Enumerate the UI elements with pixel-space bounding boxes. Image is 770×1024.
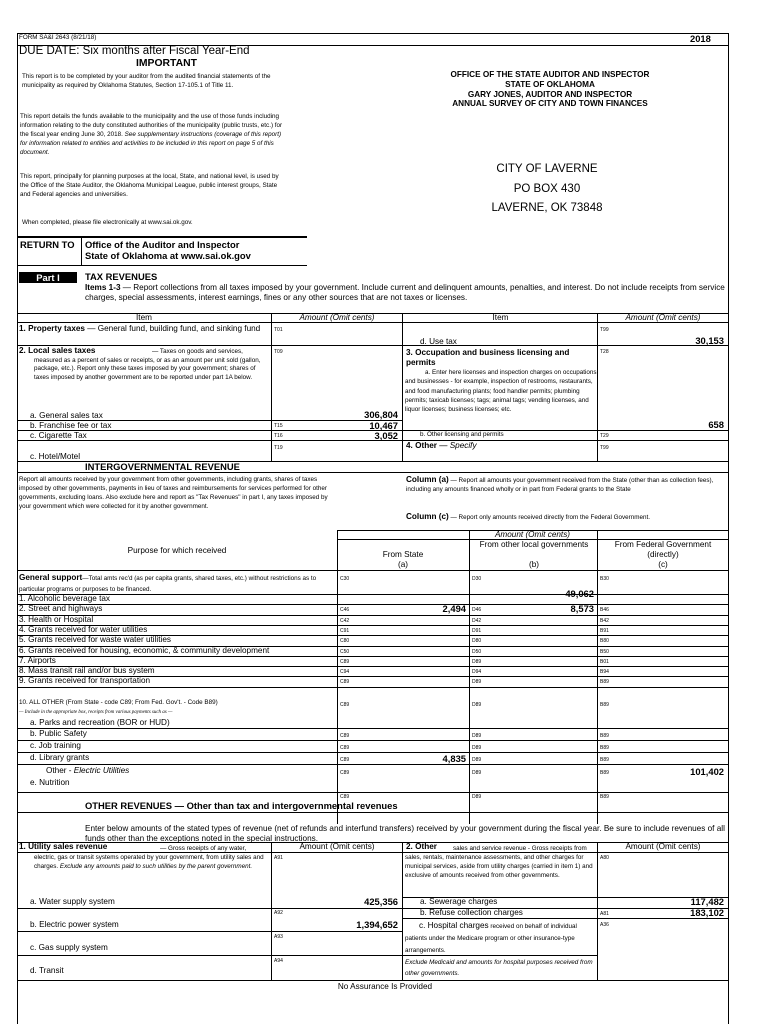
library-grants-local-value: 4,835 [442,753,466,764]
igr-code-b: D50 [472,648,482,655]
column-a-marker: (a) [397,560,408,569]
general-support-label: General support—Total amts rec'd (as per capita grants, shared taxes, etc.) without restrictions as to particular programs or purposes to be financed. [19,573,317,593]
igr-row-label: 1. Alcoholic beverage tax [19,594,111,603]
use-tax-label: d. Use tax [420,337,457,346]
igr-code-a: C80 [340,638,350,645]
return-to-label: RETURN TO [20,239,75,250]
code-a92: A92 [274,910,283,916]
igr-row-label: 5. Grants received for waste water utilities [19,635,171,645]
electric-utilities-federal-value: 101,402 [690,766,724,777]
other-tax-label: 4. Other — Specify [406,441,477,450]
igr-value-a: 2,494 [442,603,466,615]
code-b89-all-other: B89 [600,702,609,708]
other-sales-title: 2. Other [406,842,437,851]
use-tax-value: 30,153 [695,335,724,346]
important-heading: IMPORTANT [136,58,197,69]
igr-code-c: B94 [600,669,609,676]
electric-power-label: b. Electric power system [30,920,119,929]
all-other-label: 10. ALL OTHER (From State - code C89; From Fed. Gov't. - Code B89) [19,699,218,706]
hospital-exclusion-note: Exclude Medicaid and amounts for hospital purposes received from other governments. [405,959,593,977]
form-year: 2018 [690,33,711,44]
item-column-header-right: Item [492,313,509,322]
gas-supply-label: c. Gas supply system [30,943,108,952]
from-federal-header: From Federal Government (directly) [614,540,712,559]
job-training-label: c. Job training [30,741,81,750]
code-t09: T09 [274,349,283,355]
column-c-marker: (c) [658,560,668,569]
intergovernmental-title: INTERGOVERNMENTAL REVENUE [85,461,240,472]
code-b30: B30 [600,576,609,582]
refuse-value: 183,102 [690,907,724,918]
due-date: DUE DATE: Six months after Fiscal Year-End [19,45,250,57]
column-b-marker: (b) [528,560,539,569]
igr-code-b: D94 [472,669,482,676]
utility-amount-header: Amount (Omit cents) [299,842,375,851]
code-a80: A80 [600,855,609,861]
code-a94: A94 [274,958,283,964]
code-t99-other: T99 [600,445,609,451]
transit-label: d. Transit [30,966,64,975]
igr-row-label: 9. Grants received for transportation [19,676,151,686]
igr-code-c: B91 [600,627,609,634]
franchise-fee-value: 10,467 [369,420,398,431]
igr-row-label: 2. Street and highways [19,604,103,614]
nutrition-label: e. Nutrition [30,778,70,787]
from-state-header: From State [382,550,424,559]
igr-code-c: B80 [600,638,609,645]
other-electric-utilities-label: Other - Electric Utilities [46,766,130,775]
utility-sales-title: 1. Utility sales revenue [19,842,108,851]
electric-power-value: 1,394,652 [356,919,398,930]
igr-value-b: 8,573 [570,603,594,615]
po-box: PO BOX 430 [513,183,581,195]
refuse-label: b. Refuse collection charges [420,908,523,917]
igr-row-label: 8. Mass transit rail and/or bus system [19,666,155,676]
code-t28: T28 [600,349,609,355]
return-address-2: State of Oklahoma at www.sai.ok.gov [85,250,251,261]
igr-code-b: D46 [472,607,482,614]
property-taxes-label: 1. Property taxes — General fund, building fund, and sinking fund [19,324,261,333]
igr-row-divider [17,656,728,657]
code-d89-all-other: D89 [472,702,482,708]
igr-code-c: B50 [600,648,609,655]
igr-row-divider [17,615,728,616]
igr-row-divider [17,594,728,595]
office-line-4: ANNUAL SURVEY OF CITY AND TOWN FINANCES [452,99,648,108]
igr-code-b: D89 [472,679,482,686]
tax-items-instructions: Items 1-3 — Report collections from all taxes imposed by your government. Include current and delinquent amounts, penalties, and interest. Do not include receipts from service charges, special assessments, interest earnings, fines or any other sources that are not taxes or licenses. [85,283,725,302]
igr-row-label: 4. Grants received for water utilities [19,624,148,634]
igr-code-b: D89 [472,658,482,665]
igr-row-label: 7. Airports [19,655,56,665]
cigarette-tax-label: c. Cigarette Tax [30,431,87,440]
parks-label: a. Parks and recreation (BOR or HUD) [30,718,170,727]
igr-code-a: C89 [340,658,350,665]
igr-row-label: 6. Grants received for housing, economic, & community development [19,645,270,655]
other-sales-text: sales and service revenue - Gross receipts from sales, rentals, maintenance assessments, and other charges for municipal services, aside from utility charges (carried in item 1) and exclusive of amounts received from other governments. [405,845,593,879]
from-local-header: From other local governments [479,540,589,549]
occupation-licensing-value: 658 [708,419,724,430]
general-sales-tax-value: 306,804 [364,409,398,420]
intro-paragraph-3: This report, principally for planning purposes at the local, State, and national level, is used by the Office of the State Auditor, the Oklahoma Municipal League, public interest groups, State and Federal agencies and universities. [20,173,279,198]
igr-code-a: C91 [340,627,350,634]
igr-column-c-instructions: Column (c) — Report only amounts received directly from the Federal Government. [406,512,651,521]
igr-code-a: C89 [340,679,350,686]
all-other-subtext: — Include in the appropriate box, receipts from various payments such as — [19,710,173,715]
igr-code-b: D80 [472,638,482,645]
water-supply-value: 425,356 [364,896,398,907]
occupation-licensing-title: 3. Occupation and business licensing and permits [406,348,570,367]
intro-paragraph-1: This report is to be completed by your auditor from the audited financial statements of the municipality as required by Oklahoma Statutes, Section 17-105.1 of Title 11. [22,73,271,89]
code-t99-use: T99 [600,327,609,333]
code-t29: T29 [600,433,609,439]
igr-column-a-instructions: Column (a) — Report all amounts your government received from the State (other than as collection fees), including any amounts financed wholly or in part from Federal grants to the State [406,475,714,493]
intro-paragraph-2: This report details the funds available to the municipality and the use of those funds including information relating to the duty constituted authorities of the municipality (public trusts, etc.) for the fiscal year ending June 30, 2018. See supplementary instructions (coverage of this report) for information related to entities and activities to be included in this report on page 5 of this document. [20,113,283,156]
hotel-motel-label: c. Hotel/Motel [30,452,81,461]
igr-code-b: D91 [472,627,482,634]
footer-note: No Assurance Is Provided [337,982,433,991]
other-licensing-label: b. Other licensing and permits [420,431,504,438]
igr-code-a: C46 [340,607,350,614]
igr-code-c: B01 [600,658,609,665]
office-line-3: GARY JONES, AUDITOR AND INSPECTOR [467,90,633,99]
library-grants-label: d. Library grants [30,753,90,762]
amount-column-header-right: Amount (Omit cents) [625,313,701,322]
occupation-licensing-text: a. Enter here licenses and inspection charges on occupations and businesses - for example, inspection of restrooms, restaurants, and food manufacturing plants; food handler permits; plumbing permits; taxicab licenses; tags; animal tags; vending licenses, and liquor licenses; business licenses; etc. [405,369,597,414]
igr-amount-header: Amount (Omit cents) [494,530,571,539]
igr-code-a: C42 [340,617,350,624]
sewerage-label: a. Sewerage charges [420,897,498,906]
code-t15: T15 [274,423,283,429]
local-sales-taxes-title: 2. Local sales taxes [19,346,96,355]
igr-code-b: D42 [472,617,482,624]
franchise-fee-label: b. Franchise fee or tax [30,421,112,430]
igr-code-c: B89 [600,679,609,686]
purpose-header: Purpose for which received [127,546,227,555]
igr-row-label: 3. Health or Hospital [19,614,94,624]
code-c89-all-other: C89 [340,702,350,708]
code-t16: T16 [274,433,283,439]
city-name: CITY OF LAVERNE [496,163,598,175]
return-address-1: Office of the Auditor and Inspector [85,239,240,250]
form-id: FORM SA&I 2643 (8/21/18) [19,34,97,41]
code-a36: A36 [600,922,609,928]
igr-row-divider [17,687,728,688]
code-a91: A91 [274,855,283,861]
igr-value-b: 49,062 [565,588,594,599]
hospital-charges-text: c. Hospital charges received on behalf of individual patients under the Medicare program or other insurance-type arrangements. [405,921,577,954]
igr-code-a: C94 [340,669,350,676]
file-electronically-note: When completed, please file electronically at www.sai.ok.gov. [22,219,193,226]
sewerage-value: 117,482 [690,896,724,907]
utility-sales-text: — Gross receipts of any water, electric, gas or transit systems operated by your government, from utility sales and charges. Exclude any amounts paid to such utilities by the parent government. [34,845,264,870]
item-column-header-left: Item [136,313,152,322]
other-revenues-title: OTHER REVENUES — Other than tax and intergovernmental revenues [85,800,398,811]
office-line-1: OFFICE OF THE STATE AUDITOR AND INSPECTOR [450,70,650,79]
code-a93: A93 [274,934,283,940]
office-line-2: STATE OF OKLAHOMA [505,80,595,89]
city-state-zip: LAVERNE, OK 73848 [491,202,603,214]
other-amount-header: Amount (Omit cents) [625,842,701,851]
code-c30: C30 [340,576,350,582]
igr-code-a: C50 [340,648,350,655]
code-t01: T01 [274,327,283,333]
tax-revenues-title: TAX REVENUES [85,271,158,282]
part-i-label: Part I [19,272,77,283]
code-t19: T19 [274,445,283,451]
igr-code-c: B42 [600,617,609,624]
other-revenues-intro: Enter below amounts of the stated types of revenue (net of refunds and interfund transfers) received by your government during the fiscal year. Be sure to include revenues of all funds other than the exceptions noted in the special instructions. [85,824,725,843]
public-safety-label: b. Public Safety [30,729,87,738]
general-sales-tax-label: a. General sales tax [30,411,103,420]
local-sales-taxes-text: — Taxes on goods and services, measured as a percent of sales or receipts, or as an amount per unit sold (gallon, package, etc.). Report only these taxes imposed by your government; shares of taxes imposed by another government are to be reported under part 1A below. [34,348,261,381]
igr-code-c: B46 [600,607,609,614]
code-a81: A81 [600,911,609,917]
amount-column-header-left: Amount (Omit cents) [299,313,375,322]
water-supply-label: a. Water supply system [30,897,115,906]
igr-instructions-left: Report all amounts received by your government from other governments, including grants, shares of taxes imposed by other governments, payments in lieu of taxes and reimbursements for services performed for other governments, excluding loans. Also exclude here and report as "Tax Revenues" in part I, any taxes imposed by your government which were collected for it by another government. [19,476,328,510]
code-d30: D30 [472,576,482,582]
cigarette-tax-value: 3,052 [374,430,398,441]
